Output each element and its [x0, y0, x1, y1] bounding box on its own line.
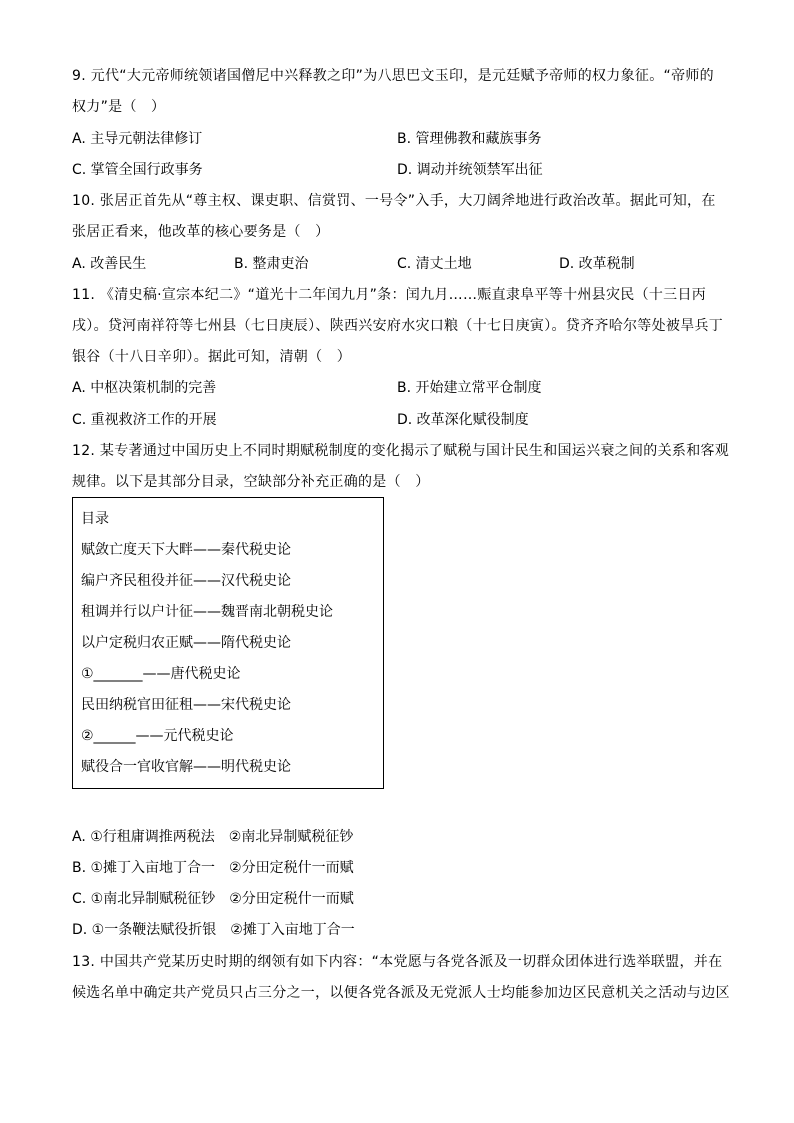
- q10-option-d: D. 改革税制: [559, 256, 635, 272]
- q12-stem-line-1: 12. 某专著通过中国历史上不同时期赋税制度的变化揭示了赋税与国计民生和国运兴衰之间的关系和客观: [72, 443, 730, 459]
- q12-option-d: D. ①一条鞭法赋役折银 ②摊丁入亩地丁合一: [72, 922, 355, 938]
- q11-stem-line-2: 戌）。贷河南祥符等七州县（七日庚辰）、陕西兴安府水灾口粮（十七日庚寅）。贷齐齐哈尔等处被旱兵丁: [72, 318, 724, 334]
- q12-option-b: B. ①摊丁入亩地丁合一 ②分田定税什一而赋: [72, 860, 354, 876]
- q9-option-d: D. 调动并统领禁军出征: [397, 162, 543, 178]
- q11-stem-line-3: 银谷（十八日辛卯）。据此可知，清朝（ ）: [72, 349, 351, 365]
- q12-option-c: C. ①南北异制赋税征钞 ②分田定税什一而赋: [72, 891, 354, 907]
- q12-option-a: A. ①行租庸调推两税法 ②南北异制赋税征钞: [72, 829, 354, 845]
- toc-entry-qin: 赋敛亡度天下大畔——秦代税史论: [81, 542, 291, 558]
- toc-entry-yuan-blank: ②______——元代税史论: [81, 728, 234, 744]
- q9-stem-line-2: 权力”是（ ）: [72, 99, 166, 115]
- toc-heading: 目录: [81, 511, 109, 527]
- toc-entry-song: 民田纳税官田征租——宋代税史论: [81, 697, 291, 713]
- toc-entry-ming: 赋役合一官收官解——明代税史论: [81, 759, 291, 775]
- q9-option-a: A. 主导元朝法律修订: [72, 131, 203, 147]
- toc-entry-tang-blank: ①_______——唐代税史论: [81, 666, 241, 682]
- q9-option-b: B. 管理佛教和藏族事务: [397, 131, 542, 147]
- q10-stem-line-1: 10. 张居正首先从“尊主权、课吏职、信赏罚、一号令”入手，大刀阔斧地进行政治改革。据此可知，在: [72, 193, 716, 209]
- toc-entry-sui: 以户定税归农正赋——隋代税史论: [81, 635, 291, 651]
- q10-option-b: B. 整肃吏治: [234, 256, 309, 272]
- q11-option-c: C. 重视救济工作的开展: [72, 412, 217, 428]
- q11-option-d: D. 改革深化赋役制度: [397, 412, 529, 428]
- q10-option-a: A. 改善民生: [72, 256, 147, 272]
- toc-entry-weijin: 租调并行以户计征——魏晋南北朝税史论: [81, 604, 333, 620]
- q13-stem-line-1: 13. 中国共产党某历史时期的纲领有如下内容：“本党愿与各党各派及一切群众团体进行选举联盟，并在: [72, 954, 723, 970]
- q11-option-a: A. 中枢决策机制的完善: [72, 380, 217, 396]
- q10-stem-line-2: 张居正看来，他改革的核心要务是（ ）: [72, 224, 330, 240]
- q10-option-c: C. 清丈土地: [397, 256, 472, 272]
- q11-stem-line-1: 11. 《清史稿·宣宗本纪二》“道光十二年闰九月”条：闰九月……赈直隶阜平等十州县灾民（十三日丙: [72, 287, 707, 303]
- table-of-contents-box: [72, 497, 384, 789]
- q11-option-b: B. 开始建立常平仓制度: [397, 380, 542, 396]
- q9-option-c: C. 掌管全国行政事务: [72, 162, 203, 178]
- toc-entry-han: 编户齐民租役并征——汉代税史论: [81, 573, 291, 589]
- q13-stem-line-2: 候选名单中确定共产党员只占三分之一，以便各党各派及无党派人士均能参加边区民意机关之活动与边区: [72, 985, 730, 1001]
- q12-stem-line-2: 规律。以下是其部分目录，空缺部分补充正确的是（ ）: [72, 474, 430, 490]
- q9-stem-line-1: 9. 元代“大元帝师统领诸国僧尼中兴释教之印”为八思巴文玉印，是元廷赋予帝师的权力象征。“帝师的: [72, 68, 714, 84]
